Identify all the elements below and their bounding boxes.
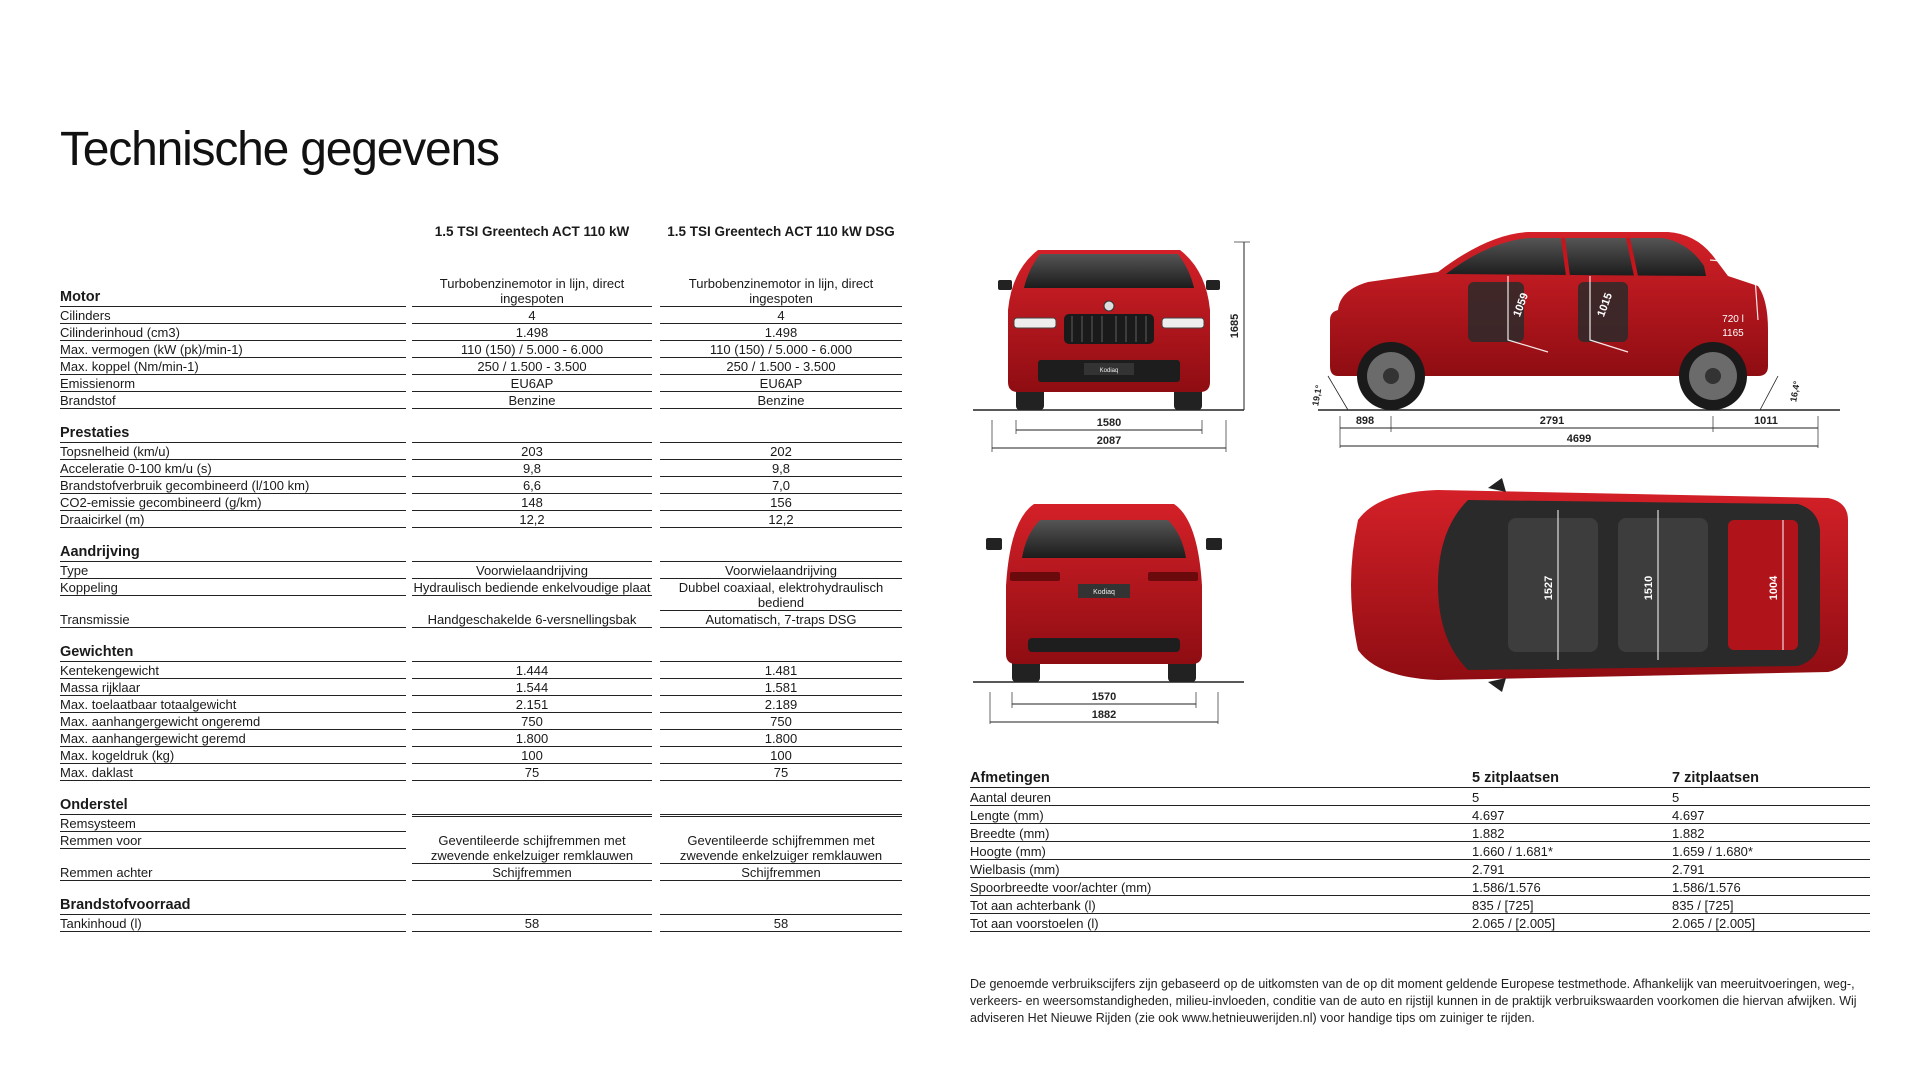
spec-value-engine-2: Geventileerde schijfremmen met zwevende enkelzuiger remklauwen [660,832,902,864]
spec-label: Draaicirkel (m) [60,511,406,528]
section-header [60,425,902,443]
spec-value-engine-1 [412,815,652,817]
spec-label: Massa rijklaar [60,679,406,696]
spec-value-engine-1: 750 [412,713,652,730]
rear-track-width: 1570 [1091,691,1117,703]
spec-label: Brandstof [60,392,406,409]
side-wheelbase: 2791 [1539,415,1565,427]
dimension-row [970,914,1870,932]
spec-value-engine-2: 2.189 [660,696,902,713]
section-value-engine-2 [660,797,902,815]
spec-value-engine-1: 1.544 [412,679,652,696]
rear-view [973,504,1244,724]
spec-value-engine-1: EU6AP [412,375,652,392]
spec-value-engine-2: 9,8 [660,460,902,477]
rear-overall-width: 1882 [1091,709,1117,721]
seven-seats-heading: 7 zitplaatsen [1672,770,1760,786]
section-header [60,797,902,815]
top-boot-width: 1004 [1768,575,1780,601]
spec-value-engine-2: 75 [660,764,902,781]
spec-value-engine-2: EU6AP [660,375,902,392]
spec-label: Brandstofverbruik gecombineerd (l/100 km) [60,477,406,494]
spec-value-engine-2: 156 [660,494,902,511]
section-value-engine-2 [660,644,902,662]
spec-row [60,324,902,341]
section-title: Onderstel [60,797,406,815]
spec-value-engine-2 [660,815,902,817]
spec-value-engine-2: 12,2 [660,511,902,528]
dimension-value-7-seats: 2.791 [1672,862,1705,877]
dimension-value-7-seats: 835 / [725] [1672,898,1734,913]
front-view [973,242,1250,452]
spec-value-engine-2: Benzine [660,392,902,409]
spec-label: Remmen achter [60,864,406,881]
dimension-label: Breedte (mm) [970,826,1050,841]
dimension-value-7-seats: 1.882 [1672,826,1705,841]
spec-row [60,730,902,747]
spec-value-engine-2: Dubbel coaxiaal, elektrohydraulisch bediend [660,579,902,611]
section-value-engine-1: Turbobenzinemotor in lijn, direct ingespoten [412,274,652,307]
spec-value-engine-1: 1.444 [412,662,652,679]
spec-value-engine-1: 58 [412,915,652,932]
section-value-engine-1 [412,644,652,662]
dimensions-heading: Afmetingen [970,770,1050,786]
dimension-value-7-seats: 5 [1672,790,1680,805]
dimension-value-5-seats: 835 / [725] [1472,898,1534,913]
section-title: Motor [60,274,406,307]
spec-row [60,443,902,460]
spec-row [60,562,902,579]
top-view [1351,478,1848,692]
spec-value-engine-2: Schijfremmen [660,864,902,881]
side-luggage-volume: 720 l [1722,314,1744,325]
dimension-value-5-seats: 1.660 / 1.681* [1472,844,1553,859]
dimension-value-5-seats: 2.065 / [2.005] [1472,916,1556,931]
spec-value-engine-1: 148 [412,494,652,511]
spec-value-engine-1: 6,6 [412,477,652,494]
front-height: 1685 [1229,313,1241,339]
spec-row [60,832,902,864]
side-view [1310,232,1840,448]
section-value-engine-2 [660,544,902,562]
engine-1-header: 1.5 TSI Greentech ACT 110 kW [434,224,630,239]
dimensions-header-row [970,768,1870,788]
spec-value-engine-2: 250 / 1.500 - 3.500 [660,358,902,375]
dimension-row [970,878,1870,896]
spec-value-engine-2: Voorwielaandrijving [660,562,902,579]
rear-license-plate: Kodiaq [1093,589,1115,596]
dimension-value-7-seats: 1.659 / 1.680* [1672,844,1753,859]
spec-row [60,341,902,358]
spec-row [60,764,902,781]
spec-value-engine-2: 58 [660,915,902,932]
spec-label: Max. koppel (Nm/min-1) [60,358,406,375]
top-width-rear: 1510 [1643,575,1655,601]
spec-row [60,307,902,324]
spec-row [60,696,902,713]
spec-row [60,392,902,409]
spec-value-engine-1: 9,8 [412,460,652,477]
spec-value-engine-2: 1.581 [660,679,902,696]
consumption-footnote: De genoemde verbruikscijfers zijn gebaseerd op de uitkomsten van de op dit moment geldende Europese testmethode. Afhankelijk van meeruitvoeringen, weg-, verkeers- en weersomstandigheden, milieu-invloeden, conditie van de auto en rijstijl kunnen in de praktijk verbruikswaarden voorkomen die hiervan afwijken. Wij adviseren Het Nieuwe Rijden (zie ook www.hetnieuwerijden.nl) voor handige tips om zuiniger te rijden. [970,977,1857,1025]
spec-value-engine-1: 12,2 [412,511,652,528]
spec-row [60,358,902,375]
section-header [60,274,902,307]
side-first-row-headroom: 1059 [1511,291,1532,319]
dimension-value-7-seats: 2.065 / [2.005] [1672,916,1756,931]
dimension-label: Wielbasis (mm) [970,862,1060,877]
dimension-row [970,806,1870,824]
dimension-value-5-seats: 4.697 [1472,808,1505,823]
front-overall-width: 2087 [1096,435,1122,447]
side-second-row-headroom: 1015 [1595,291,1616,319]
section-header [60,644,902,662]
spec-label: Max. toelaatbaar totaalgewicht [60,696,406,713]
spec-label: Cilinders [60,307,406,324]
spec-value-engine-1: 250 / 1.500 - 3.500 [412,358,652,375]
dimension-label: Lengte (mm) [970,808,1044,823]
spec-value-engine-2: 110 (150) / 5.000 - 6.000 [660,341,902,358]
spec-value-engine-1: 2.151 [412,696,652,713]
dimension-value-5-seats: 2.791 [1472,862,1505,877]
dimension-row [970,824,1870,842]
spec-label: Kentekengewicht [60,662,406,679]
section-value-engine-1 [412,544,652,562]
side-front-overhang: 898 [1355,415,1375,427]
dimension-label: Tot aan voorstoelen (l) [970,916,1099,931]
dimensions-table [970,768,1870,932]
spec-value-engine-1: Voorwielaandrijving [412,562,652,579]
spec-value-engine-1: Benzine [412,392,652,409]
dimension-value-5-seats: 1.882 [1472,826,1505,841]
section-value-engine-1 [412,897,652,915]
dimension-row [970,842,1870,860]
spec-label: Remmen voor [60,832,406,849]
spec-row [60,815,902,832]
spec-label: Max. kogeldruk (kg) [60,747,406,764]
spec-value-engine-2: 1.800 [660,730,902,747]
spec-row [60,679,902,696]
spec-label: Max. aanhangergewicht geremd [60,730,406,747]
spec-row [60,915,902,932]
dimension-value-7-seats: 1.586/1.576 [1672,880,1741,895]
spec-row [60,511,902,528]
dimension-row [970,896,1870,914]
spec-value-engine-1: Hydraulisch bediende enkelvoudige plaat [413,580,651,595]
spec-label: Transmissie [60,611,406,628]
spec-label: Max. aanhangergewicht ongeremd [60,713,406,730]
spec-value-engine-2: 1.481 [660,662,902,679]
dimension-label: Aantal deuren [970,790,1051,805]
spec-label: Emissienorm [60,375,406,392]
spec-value-engine-1: Geventileerde schijfremmen met zwevende enkelzuiger remklauwen [412,832,652,864]
spec-value-engine-1: 110 (150) / 5.000 - 6.000 [412,341,652,358]
spec-label: Max. daklast [60,764,406,781]
spec-value-engine-1: 100 [412,747,652,764]
spec-row [60,662,902,679]
dimension-label: Tot aan achterbank (l) [970,898,1096,913]
dimension-label: Spoorbreedte voor/achter (mm) [970,880,1152,895]
vehicle-dimension-drawings [968,220,1848,745]
spec-label: Acceleratie 0-100 km/u (s) [60,460,406,477]
section-value-engine-2: Turbobenzinemotor in lijn, direct ingespoten [660,274,902,307]
spec-row [60,579,902,611]
engine-2-header: 1.5 TSI Greentech ACT 110 kW DSG [667,224,895,239]
spec-label: Max. vermogen (kW (pk)/min-1) [60,341,406,358]
section-header [60,544,902,562]
spec-value-engine-2: 750 [660,713,902,730]
dimension-row [970,860,1870,878]
section-value-engine-1 [412,797,652,815]
spec-label: Cilinderinhoud (cm3) [60,324,406,341]
spec-value-engine-1: 1.498 [412,324,652,341]
spec-value-engine-1: 75 [412,764,652,781]
section-header [60,897,902,915]
section-title: Prestaties [60,425,406,443]
spec-table [60,224,902,932]
spec-value-engine-2: Automatisch, 7-traps DSG [660,611,902,628]
spec-label: CO2-emissie gecombineerd (g/km) [60,494,406,511]
side-rear-overhang: 1011 [1754,415,1778,427]
dimension-value-7-seats: 4.697 [1672,808,1705,823]
dimension-value-5-seats: 1.586/1.576 [1472,880,1541,895]
dimension-label: Hoogte (mm) [970,844,1046,859]
side-luggage-volume-max: 1165 [1722,328,1744,339]
spec-value-engine-1: Schijfremmen [412,864,652,881]
side-overall-length: 4699 [1566,433,1592,445]
spec-value-engine-1: Handgeschakelde 6-versnellingsbak [412,611,652,628]
spec-row [60,477,902,494]
section-title: Gewichten [60,644,406,662]
spec-row [60,747,902,764]
spec-label: Remsysteem [60,815,406,832]
spec-value-engine-2: 7,0 [660,477,902,494]
spec-value-engine-2: 4 [660,307,902,324]
dimension-row [970,788,1870,806]
engine-header-row [60,224,902,274]
spec-row [60,494,902,511]
front-track-width: 1580 [1096,417,1122,429]
spec-label: Topsnelheid (km/u) [60,443,406,460]
section-value-engine-2 [660,425,902,443]
section-value-engine-2 [660,897,902,915]
dimension-value-5-seats: 5 [1472,790,1480,805]
side-approach-angle: 19,1° [1310,384,1324,407]
spec-value-engine-1: 203 [412,443,652,460]
section-value-engine-1 [412,425,652,443]
five-seats-heading: 5 zitplaatsen [1472,770,1560,786]
front-license-plate: Kodiaq [1099,368,1119,374]
spec-row [60,611,902,628]
spec-value-engine-2: 100 [660,747,902,764]
spec-value-engine-1: 4 [412,307,652,324]
spec-row [60,375,902,392]
spec-value-engine-2: 202 [660,443,902,460]
spec-label: Koppeling [60,579,406,596]
section-title: Brandstofvoorraad [60,897,406,915]
side-departure-angle: 16,4° [1788,380,1802,403]
spec-label: Type [60,562,406,579]
top-width-front: 1527 [1543,575,1555,601]
spec-row [60,864,902,881]
spec-value-engine-2: 1.498 [660,324,902,341]
spec-row [60,460,902,477]
spec-value-engine-1: 1.800 [412,730,652,747]
spec-row [60,713,902,730]
spec-label: Tankinhoud (l) [60,915,406,932]
page-title: Technische gegevens [60,123,499,176]
section-title: Aandrijving [60,544,406,562]
